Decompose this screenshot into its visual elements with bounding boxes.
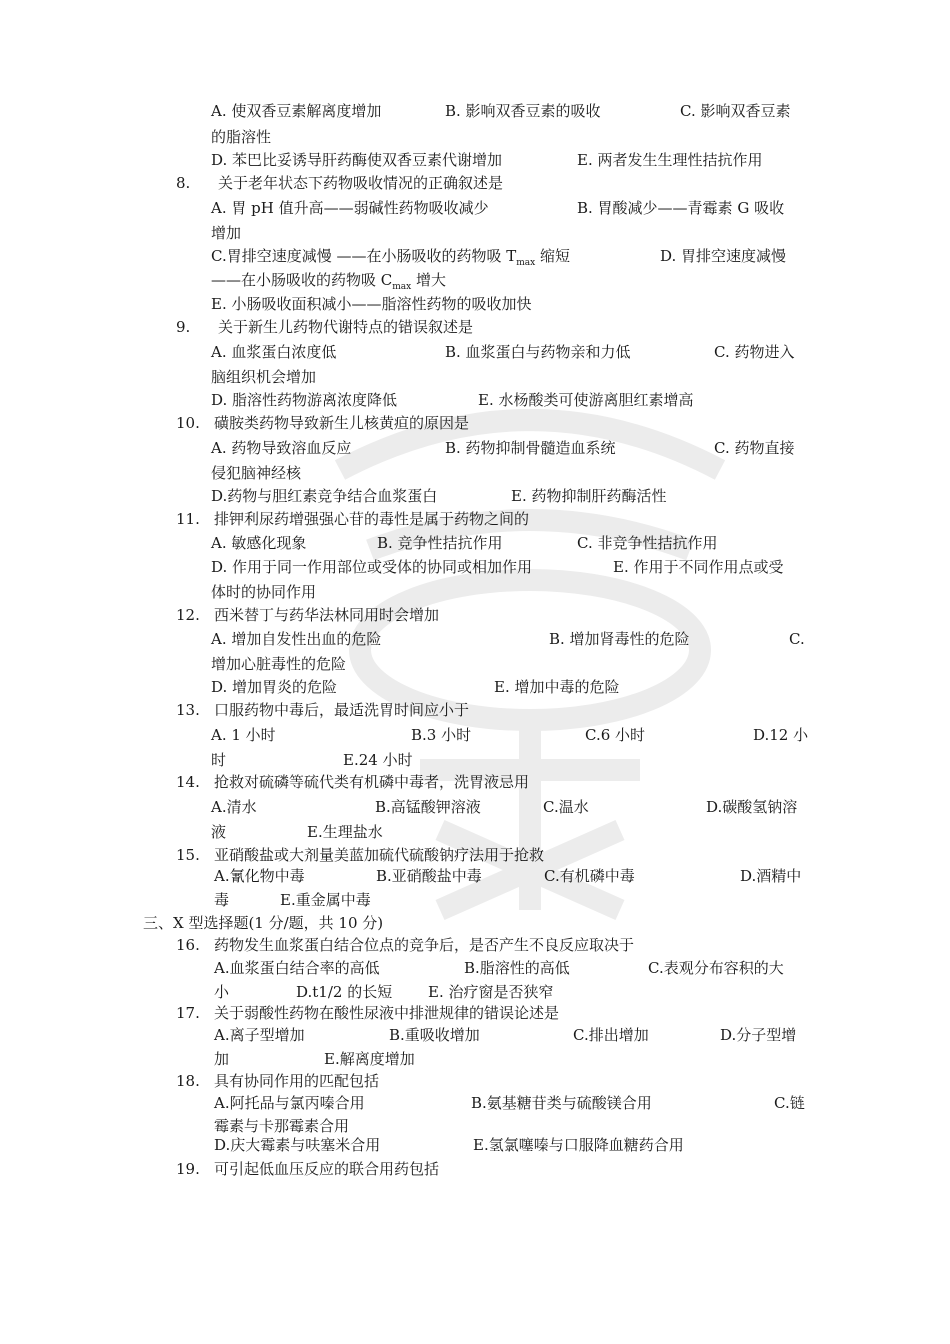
q14-option-d-continued: 液 [211, 823, 227, 841]
q12-option-e: E. 增加中毒的危险 [494, 678, 620, 696]
question-text: 具有协同作用的匹配包括 [214, 1072, 380, 1090]
q17-option-d: D.分子型增 [720, 1026, 797, 1044]
q12-option-b: B. 增加肾毒性的危险 [549, 630, 690, 648]
question-text: 药物发生血浆蛋白结合位点的竞争后，是否产生不良反应取决于 [214, 936, 635, 954]
question-text: 口服药物中毒后，最适洗胃时间应小于 [214, 701, 470, 719]
q10-stem [176, 413, 776, 433]
q8-option-a: A. 胃 pH 值升高——弱碱性药物吸收减少 [211, 199, 489, 217]
q9-options-row-1 [211, 342, 811, 362]
q17-option-e: E.解离度增加 [324, 1050, 415, 1068]
question-text: 可引起低血压反应的联合用药包括 [214, 1160, 440, 1178]
q9-option-d: D. 脂溶性药物游离浓度降低 [211, 391, 398, 409]
q15-option-c: C.有机磷中毒 [544, 867, 635, 885]
q13-options-row-1 [211, 725, 811, 745]
q7-options-row-1 [211, 101, 811, 121]
q13-option-b: B.3 小时 [411, 726, 472, 744]
q12-option-c: C. [789, 630, 805, 648]
q18-option-c: C.链 [774, 1094, 805, 1112]
q16-option-c: C.表观分布容积的大 [648, 959, 784, 977]
q11-option-e: E. 作用于不同作用点或受 [613, 558, 784, 576]
q15-option-b: B.亚硝酸盐中毒 [376, 867, 482, 885]
question-text: 关于弱酸性药物在酸性尿液中排泄规律的错误论述是 [214, 1004, 560, 1022]
question-number: 10. [176, 414, 200, 432]
q8-option-b: B. 胃酸减少——青霉素 G 吸收 [577, 199, 785, 217]
q9-option-c: C. 药物进入 [714, 343, 795, 361]
q18-options-row-2 [214, 1135, 814, 1155]
q12-options-row-1 [211, 629, 811, 649]
q13-option-d-continued: 时 [211, 751, 227, 769]
q14-options-row-1 [211, 797, 811, 817]
q10-option-b: B. 药物抑制骨髓造血系统 [445, 439, 616, 457]
q12-stem [176, 605, 776, 625]
q15-option-a: A.氰化物中毒 [214, 867, 305, 885]
q12-option-a: A. 增加自发性出血的危险 [211, 630, 382, 648]
q16-option-c-continued: 小 [214, 983, 230, 1001]
q17-option-b: B.重吸收增加 [389, 1026, 480, 1044]
question-number: 14. [176, 773, 200, 791]
q11-option-d: D. 作用于同一作用部位或受体的协同或相加作用 [211, 558, 533, 576]
question-text: 西米替丁与药华法林同用时会增加 [214, 606, 440, 624]
q8-option-e: E. 小肠吸收面积减小——脂溶性药物的吸收加快 [211, 295, 532, 313]
q7-option-d: D. 苯巴比妥诱导肝药酶使双香豆素代谢增加 [211, 151, 503, 169]
q9-options-row-2 [211, 390, 811, 410]
q11-option-a: A. 敏感化现象 [211, 534, 307, 552]
q17-stem [176, 1003, 776, 1023]
q13-option-e: E.24 小时 [343, 751, 413, 769]
document-page: A. 使双香豆素解离度增加 B. 影响双香豆素的吸收 C. 影响双香豆素 的脂溶性 D. 苯巴比妥诱导肝药酶使双香豆素代谢增加 E. 两者发生生理性拮抗作用 8. 关于老年状态下药物吸收情况的正确叙述是 A. 胃 pH 值升高——弱碱性药物吸收减少 B. 胃酸减少——青霉素 G 吸收 增加 C.胃排空速度减慢 ——在小肠吸收的药物吸 $T_{max}$ 缩短 D. 胃排空速度减慢 ——在小肠吸收的药物吸 $C_{max}$ 增大 E. 小肠吸收面积减小——脂溶性药物的吸收加快 9. 关于新生儿药物代谢特点的错误叙述是 A. 血浆蛋白浓度低 B. 血浆蛋白与药物亲和力低 C. 药物进入 脑组织机会增加 D. 脂溶性药物游离浓度降低 E. 水杨酸类可使游离胆红素增高 10. 磺胺类药物导致新生儿核黄疸的原因是 A. 药物导致溶血反应 B. 药物抑制骨髓造血系统 C. 药物直接 侵犯脑神经核 D.药物与胆红素竞争结合血浆蛋白 E. 药物抑制肝药酶活性 11. 排钾利尿药增强强心苷的毒性是属于药物之间的 A. 敏感化现象 B. 竞争性拮抗作用 C. 非竞争性拮抗作用 D. 作用于同一作用部位或受体的协同或相加作用 E. 作用于不同作用点或受 体时的协同作用 12. 西米替丁与药华法林同用时会增加 A. 增加自发性出血的危险 B. 增加肾毒性的危险 C. 增加心脏毒性的危险 D. 增加胃炎的危险 E. 增加中毒的危险 13. 口服药物中毒后，最适洗胃时间应小于 A. 1 小时 B.3 小时 C.6 小时 D.12 小 时 E.24 小时 14. 抢救对硫磷等硫代类有机磷中毒者，洗胃液忌用 A.清水 B.高锰酸钾溶液 C.温水 D.碳酸氢钠溶 液 E.生理盐水 15. 亚硝酸盐或大剂量美蓝加硫代硫酸钠疗法用于抢救 A.氰化物中毒 B.亚硝酸盐中毒 C.有机磷中毒 D.酒精中 毒 E.重金属中毒 三、X 型选择题(1 分/题，共 10 分) 16. 药物发生血浆蛋白结合位点的竞争后，是否产生不良反应取决于 A.血浆蛋白结合率的高低 B.脂溶性的高低 C.表观分布容积的大 小 D.t1/2 的长短 E. 治疗窗是否狭窄 17. 关于弱酸性药物在酸性尿液中排泄规律的错误论述是 A.离子型增加 B.重吸收增加 C.排出增加 D.分子型增 加 E.解离度增加 18. 具有协同作用的匹配包括 A.阿托品与氯丙嗪合用 B.氨基糖苷类与硫酸镁合用 C.链 霉素与卡那霉素合用 D.庆大霉素与呋塞米合用 E.氢氯噻嗪与口服降血糖药合用 19. 可引起低血压反应的联合用药包括 [0, 0, 950, 1344]
q10-option-e: E. 药物抑制肝药酶活性 [511, 487, 667, 505]
q8-stem [176, 173, 776, 193]
q14-option-e: E.生理盐水 [307, 823, 383, 841]
question-text: 关于老年状态下药物吸收情况的正确叙述是 [218, 174, 504, 192]
q11-stem [176, 509, 776, 529]
q15-options-row-2 [214, 890, 814, 910]
q10-options-row-2 [211, 486, 811, 506]
q14-option-c: C.温水 [543, 798, 589, 816]
q15-stem [176, 845, 776, 865]
q18-options-row-1 [214, 1093, 814, 1113]
q19-stem [176, 1159, 776, 1179]
question-number: 13. [176, 701, 200, 719]
q14-option-a: A.清水 [211, 798, 257, 816]
question-text: 抢救对硫磷等硫代类有机磷中毒者，洗胃液忌用 [214, 773, 530, 791]
q9-option-b: B. 血浆蛋白与药物亲和力低 [445, 343, 631, 361]
q15-option-d-continued: 毒 [214, 891, 230, 909]
question-text: 排钾利尿药增强强心苷的毒性是属于药物之间的 [214, 510, 530, 528]
q17-options-row-2 [214, 1049, 814, 1069]
question-text: 亚硝酸盐或大剂量美蓝加硫代硫酸钠疗法用于抢救 [214, 846, 545, 864]
q11-option-b: B. 竞争性拮抗作用 [377, 534, 503, 552]
q7-option-c: C. 影响双香豆素 [680, 102, 791, 120]
q16-options-row-2 [214, 982, 814, 1002]
q11-options-row-2 [211, 557, 811, 577]
q8-option-d: D. 胃排空速度减慢 [660, 247, 787, 265]
question-number: 19. [176, 1160, 200, 1178]
q17-option-a: A.离子型增加 [214, 1026, 305, 1044]
q11-options-row-1 [211, 533, 811, 553]
q14-stem [176, 772, 776, 792]
q8-options-row-2 [211, 246, 811, 266]
q18-option-e: E.氢氯噻嗪与口服降血糖药合用 [473, 1136, 684, 1154]
q10-option-a: A. 药物导致溶血反应 [211, 439, 352, 457]
q18-option-d: D.庆大霉素与呋塞米合用 [214, 1136, 381, 1154]
q16-option-b: B.脂溶性的高低 [464, 959, 570, 977]
q13-stem [176, 700, 776, 720]
q8-options-row-1 [211, 198, 811, 218]
q14-option-b: B.高锰酸钾溶液 [375, 798, 481, 816]
q13-option-c: C.6 小时 [585, 726, 646, 744]
q11-option-c: C. 非竞争性拮抗作用 [577, 534, 718, 552]
q18-option-b: B.氨基糖苷类与硫酸镁合用 [471, 1094, 652, 1112]
question-text: 磺胺类药物导致新生儿核黄疸的原因是 [214, 414, 470, 432]
question-number: 8. [176, 174, 191, 192]
q9-stem [176, 317, 776, 337]
q14-option-d: D.碳酸氢钠溶 [706, 798, 798, 816]
q17-option-c: C.排出增加 [573, 1026, 649, 1044]
question-number: 17. [176, 1004, 200, 1022]
question-number: 18. [176, 1072, 200, 1090]
q14-options-row-2 [211, 822, 811, 842]
q7-option-b: B. 影响双香豆素的吸收 [445, 102, 601, 120]
question-number: 11. [176, 510, 200, 528]
question-number: 15. [176, 846, 200, 864]
q17-option-d-continued: 加 [214, 1050, 230, 1068]
q16-option-a: A.血浆蛋白结合率的高低 [214, 959, 380, 977]
q16-stem [176, 935, 776, 955]
q16-option-d: D.t1/2 的长短 [296, 983, 393, 1001]
q17-options-row-1 [214, 1025, 814, 1045]
question-number: 12. [176, 606, 200, 624]
q7-options-row-2 [211, 150, 811, 170]
q15-options-row-1 [214, 866, 814, 886]
q9-option-e: E. 水杨酸类可使游离胆红素增高 [478, 391, 694, 409]
q18-option-a: A.阿托品与氯丙嗪合用 [214, 1094, 365, 1112]
q10-option-c: C. 药物直接 [714, 439, 795, 457]
q9-option-a: A. 血浆蛋白浓度低 [211, 343, 337, 361]
q13-options-row-2 [211, 750, 811, 770]
q10-option-d: D.药物与胆红素竞争结合血浆蛋白 [211, 487, 438, 505]
question-text: 关于新生儿药物代谢特点的错误叙述是 [218, 318, 474, 336]
q16-option-e: E. 治疗窗是否狭窄 [428, 983, 554, 1001]
q18-stem [176, 1071, 776, 1091]
q13-option-d: D.12 小 [753, 726, 809, 744]
q12-options-row-2 [211, 677, 811, 697]
q15-option-d: D.酒精中 [740, 867, 802, 885]
q15-option-e: E.重金属中毒 [280, 891, 371, 909]
q7-option-e: E. 两者发生生理性拮抗作用 [577, 151, 763, 169]
q8-option-c: C.胃排空速度减慢 ——在小肠吸收的药物吸 $T_{max}$ 缩短 [211, 247, 571, 268]
question-number: 9. [176, 318, 191, 336]
q13-option-a: A. 1 小时 [211, 726, 276, 744]
q12-option-d: D. 增加胃炎的危险 [211, 678, 338, 696]
q16-options-row-1 [214, 958, 814, 978]
q7-option-a: A. 使双香豆素解离度增加 [211, 102, 382, 120]
q10-options-row-1 [211, 438, 811, 458]
question-number: 16. [176, 936, 200, 954]
